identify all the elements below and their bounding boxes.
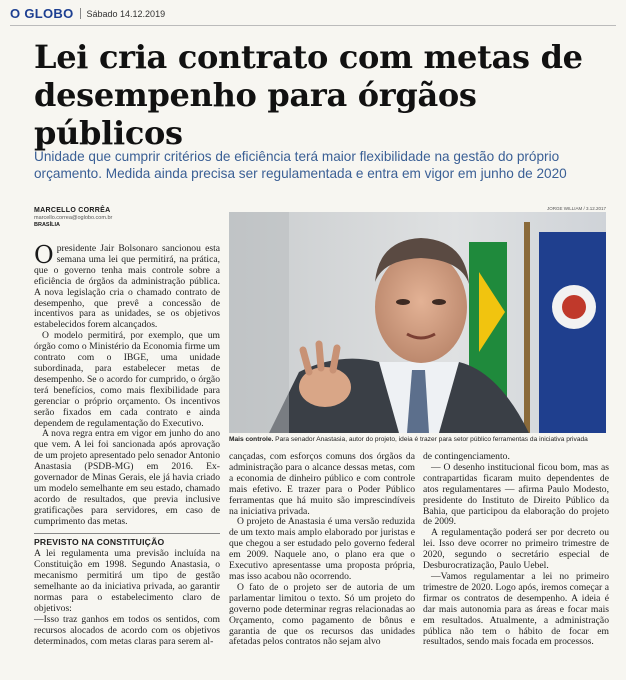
paragraph: O projeto de Anastasia é uma versão reduzida de um texto mais amplo elaborado por juristas e que chegou a ser estudado pelo governo federal em 2009. Naquele ano, o plano era que o Executivo apresentasse uma proposta própria, mas isso acabou não ocorrendo. [229, 516, 415, 582]
article-photo [229, 212, 606, 433]
paragraph: cançadas, com esforços comuns dos órgãos da administração para o alcance dessas metas, com a economia de dinheiro público e com controle mais efetivo. E trazer para o Poder Público ferramentas que há muito são imprescindíveis na iniciativa privada. [229, 451, 415, 517]
masthead-divider [80, 8, 81, 19]
paragraph: O modelo permitirá, por exemplo, que um órgão como o Ministério da Economia firme um contrato com o IBGE, uma unidade subordinada, para estabelecer metas de desempenho. Se o acordo for cumprido, o órgão terá benefícios, como mais flexibilidade para gerenciar o próprio orçamento. Os incentivos serão fixados em cada contrato e ainda dependem de regulamentação do Executivo. [34, 330, 220, 429]
section-heading: PREVISTO NA CONSTITUIÇÃO [34, 533, 220, 548]
photo-caption [229, 436, 609, 444]
newspaper-logo: O GLOBO [10, 6, 74, 21]
paragraph: de contingenciamento. [423, 451, 510, 462]
dropcap: O [34, 241, 54, 269]
issue-date: Sábado 14.12.2019 [86, 8, 166, 19]
caption-text: Para senador Anastasia, autor do projeto, ideia é trazer para setor público ferramentas da iniciativa privada [273, 436, 588, 443]
author-name: MARCELLO CORRÊA [34, 207, 111, 214]
caption-lead: Mais controle. [229, 436, 274, 443]
paragraph: —Vamos regulamentar a lei no primeiro trimestre de 2020. Logo após, iremos começar a firmar os contratos de desempenho. A ideia é dar mais autonomia para as áreas e focar mais em resultados. Atualmente, a administração pública não tem o hábito de focar em resultados, sendo mais focada em processos. [423, 570, 609, 648]
paragraph: A lei regulamenta uma previsão incluída na Constituição em 1998. Segundo Anastasia, o mecanismo permitirá um tipo de gestão semelhante ao da iniciativa privada, ao garantir normas para o estabelecimento claro de objetivos: [34, 548, 220, 614]
top-rule [10, 25, 616, 26]
photo-credit: JORGE WILLIAM / 3.12.2017 [546, 206, 606, 211]
paragraph: O fato de o projeto ser de autoria de um parlamentar limitou o texto. Só um projeto do governo pode determinar regras relacionadas ao Orçamento, como pagamento de bônus e garantia de que os recursos das unidades afetadas pelos contratos não sejam alvo [229, 581, 415, 648]
senator-portrait-illustration [229, 212, 606, 433]
headline: Lei cria contrato com metas de desempenho para órgãos públicos [34, 38, 583, 152]
article-column-2 [229, 452, 415, 648]
article-column-1 [34, 241, 220, 648]
subheadline: Unidade que cumprir critérios de eficiência terá maior flexibilidade na gestão do próprio orçamento. Medida ainda precisa ser regulamentada e entra em vigor em junho de 2020 [34, 149, 567, 181]
paragraph: A nova regra entra em vigor em junho do ano que vem. A lei foi sancionada após aprovação de um projeto apresentado pelo senador Antonio Anastasia (PSDB-MG) em 2016. Ex-governador de Minas Gerais, ele já havia criado um modelo semelhante em seu estado, chamado acordo de resultados, que previa inclusive gratificações para servidores, em caso de cumprimento das metas. [34, 428, 220, 527]
byline [34, 207, 214, 228]
paragraph: A regulamentação poderá ser por decreto ou lei. Isso deve ocorrer no primeiro trimestre de 2020, segundo o secretário especial de Desburocratização, Paulo Uebel. [423, 527, 609, 572]
paragraph: —Isso traz ganhos em todos os sentidos, com recursos alocados de acordo com os objetivos determinados, com metas claras para serem al- [34, 613, 220, 647]
masthead [10, 6, 165, 21]
paragraph [34, 241, 220, 331]
author-email: marcello.correa@oglobo.com.br [34, 215, 113, 221]
dateline-city: BRASÍLIA [34, 222, 60, 228]
paragraph-text: presidente Jair Bolsonaro sancionou esta semana uma lei que permitirá, na prática, que o governo tenha mais controle sobre a eficiência de órgãos da administração pública. A nova legislação cria o chamado contrato de desempenho, que prevê a concessão de incentivos para as unidades, se os objetivos estabelecidos forem alcançados. [34, 243, 220, 331]
article-column-3 [423, 452, 609, 648]
paragraph: — O desenho institucional ficou bom, mas as contrapartidas ficaram muito dependentes de atos regulamentares — afirma Paulo Modesto, presidente do Instituto de Direito Público da Bahia, que participou da elaboração do projeto de 2009. [423, 461, 609, 528]
